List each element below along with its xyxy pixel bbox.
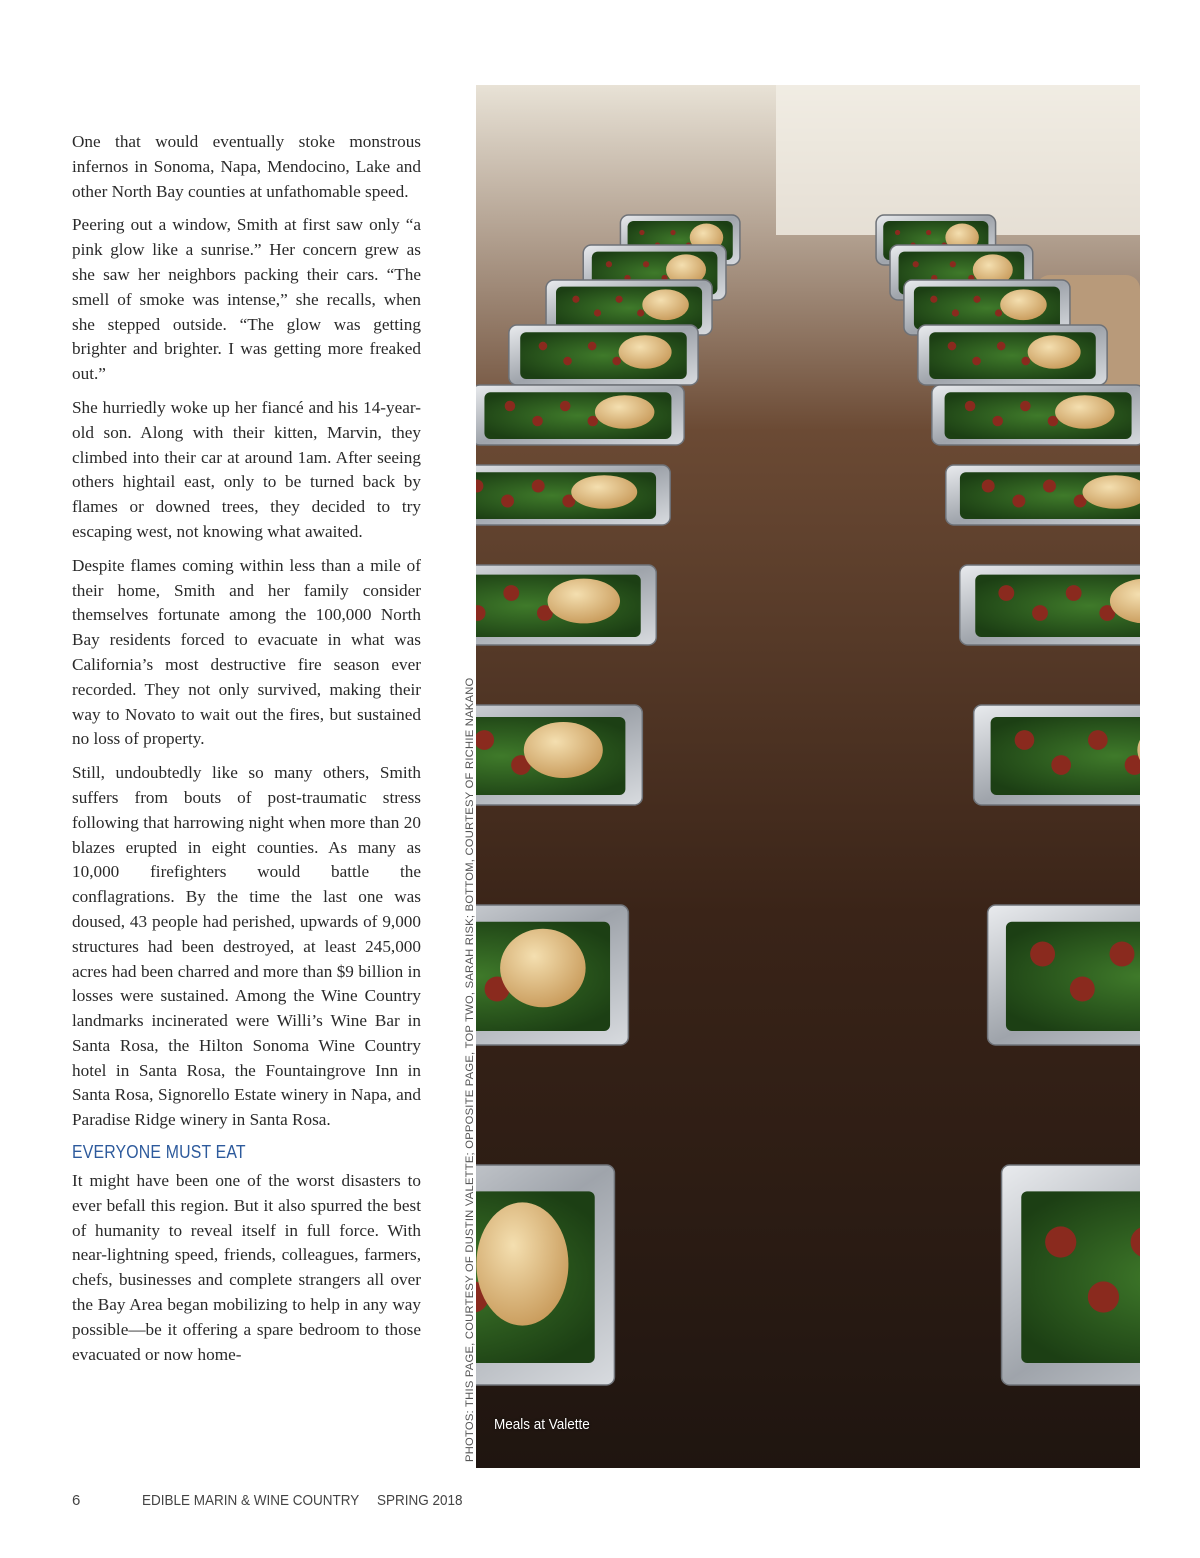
magazine-name: EDIBLE MARIN & WINE COUNTRY — [142, 1492, 360, 1509]
meals-photo — [476, 85, 1140, 1468]
body-paragraph: She hurriedly woke up her fiancé and his 14-year-old son. Along with their kitten, Marvin, they climbed into their car at around 1am. After seeing others hightail east, only to be turned back by flames or downed trees, they decided to try escaping west, not knowing what awaited. — [72, 397, 421, 541]
article-column — [72, 130, 421, 1376]
body-paragraph: One that would eventually stoke monstrous infernos in Sonoma, Napa, Mendocino, Lake and other North Bay counties at unfathomable speed. — [72, 132, 421, 201]
body-paragraph: Peering out a window, Smith at first saw only “a pink glow like a sunrise.” Her concern grew as she saw her neighbors packing their cars. “The smell of smoke was intense,” she recalls, when she stepped outside. “The glow was getting brighter and brighter. I was getting more freaked out.” — [72, 215, 421, 384]
photo-credit: PHOTOS: THIS PAGE, COURTESY OF DUSTIN VALETTE; OPPOSITE PAGE, TOP TWO, SARAH RISK; BOTTOM, COURTESY OF RICHIE NAKANO — [464, 677, 476, 1462]
issue-label: SPRING 2018 — [377, 1492, 463, 1509]
body-paragraph: Despite flames coming within less than a mile of their home, Smith and her family consider themselves fortunate among the 100,000 North Bay residents forced to evacuate in what was California’s most destructive fire season ever recorded. They not only survived, making their way to Novato to wait out the fires, but sustained no loss of property. — [72, 555, 421, 749]
photo-caption: Meals at Valette — [494, 1416, 590, 1433]
body-paragraph: It might have been one of the worst disasters to ever befall this region. But it also spurred the best of humanity to reveal itself in full force. With near-lightning speed, friends, colleagues, farmers, chefs, businesses and complete strangers all over the Bay Area began mobilizing to help in any way possible—be it offering a spare bedroom to those evacuated or now home- — [72, 1171, 421, 1364]
photo-illustration — [476, 85, 1140, 1468]
page-number: 6 — [72, 1492, 81, 1509]
body-paragraph: Still, undoubtedly like so many others, Smith suffers from bouts of post-traumatic stress following that harrowing night when more than 20 blazes erupted in eight counties. As many as 10,000 firefighters would battle the conflagrations. By the time the last one was doused, 43 people had perished, upwards of 9,000 structures had been destroyed, at least 245,000 acres had been charred and more than $9 billion in losses were sustained. Among the Wine Country landmarks incinerated were Willi’s Wine Bar in Santa Rosa, the Hilton Sonoma Wine Country hotel in Santa Rosa, the Fountaingrove Inn in Santa Rosa, Signorello Estate winery in Napa, and Paradise Ridge winery in Santa Rosa. — [72, 763, 421, 1130]
section-subhead: EVERYONE MUST EAT — [72, 1142, 246, 1163]
